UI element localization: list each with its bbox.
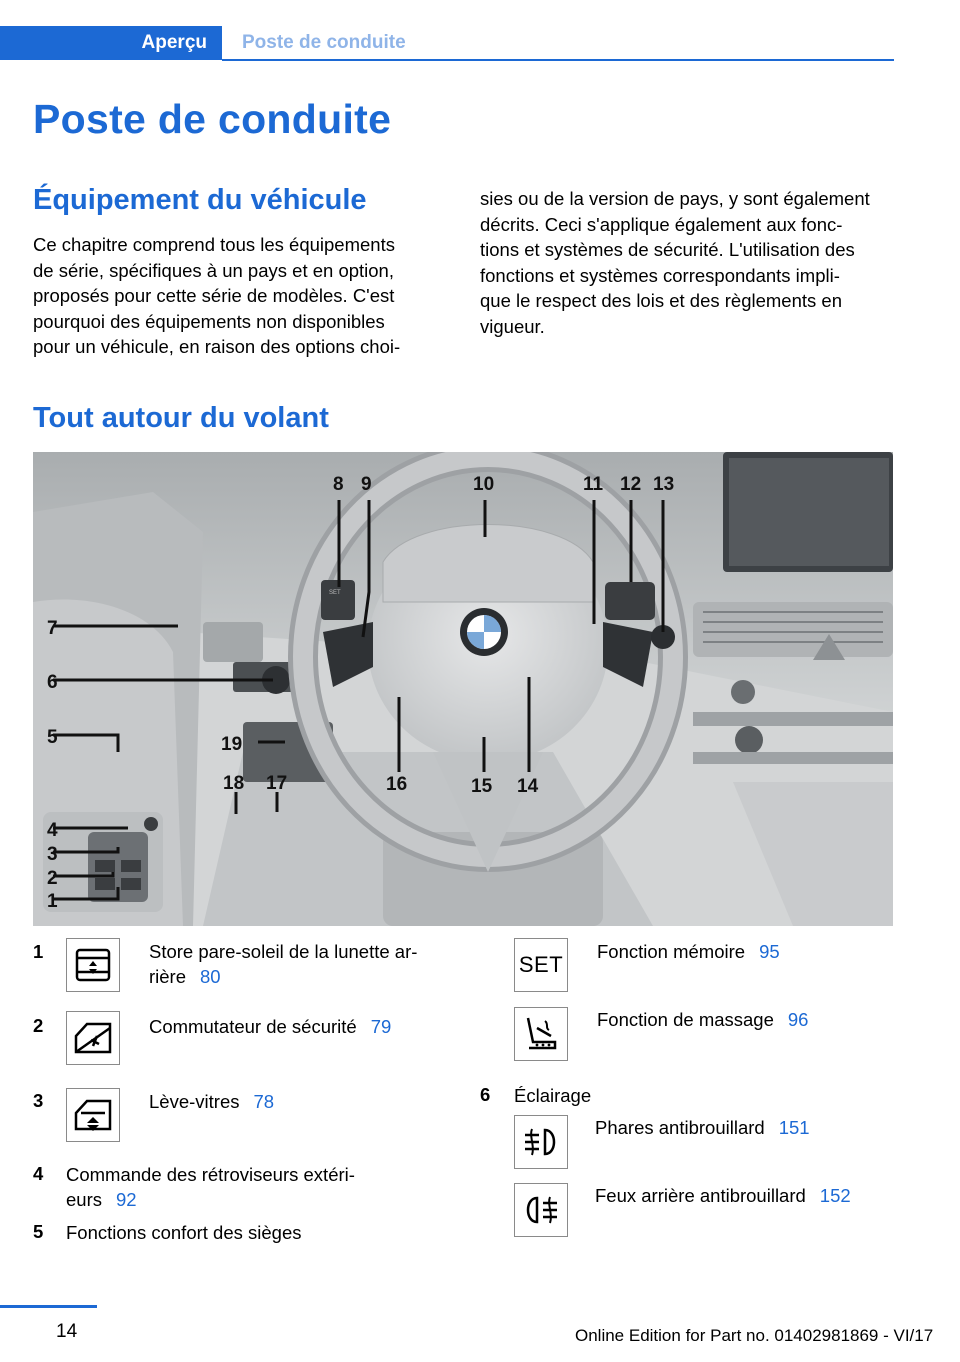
set-icon-label: SET bbox=[518, 952, 564, 977]
callout-13: 13 bbox=[653, 474, 675, 495]
cockpit-illustration bbox=[33, 452, 893, 926]
page-link[interactable]: 78 bbox=[253, 1091, 275, 1112]
text-line: que le respect des lois et des règlements en bbox=[480, 290, 842, 311]
legend-label: Fonction de massage bbox=[597, 1009, 774, 1030]
page-link[interactable]: 96 bbox=[787, 1009, 809, 1030]
legend-label: Commande des rétroviseurs extéri- bbox=[66, 1164, 355, 1185]
cockpit-drawing bbox=[33, 452, 893, 926]
callout-11: 11 bbox=[583, 474, 604, 495]
legend-label: Commutateur de sécurité bbox=[149, 1016, 357, 1037]
legend-label: Lève-vitres bbox=[149, 1091, 240, 1112]
text-line: décrits. Ceci s'applique également aux fonc- bbox=[480, 213, 843, 235]
massage-icon bbox=[514, 1007, 568, 1061]
callout-10: 10 bbox=[473, 474, 495, 495]
rear-fog-icon bbox=[514, 1183, 568, 1237]
page-link[interactable]: 152 bbox=[819, 1185, 851, 1206]
legend-label: Phares antibrouillard bbox=[595, 1117, 765, 1138]
tab-poste-de-conduite[interactable]: Poste de conduite bbox=[242, 32, 406, 53]
callout-1: 1 bbox=[47, 891, 58, 912]
legend-label: Feux arrière antibrouillard bbox=[595, 1185, 806, 1206]
equipment-text-left bbox=[33, 232, 400, 360]
text-line: sies ou de la version de pays, y sont également bbox=[480, 188, 870, 209]
callout-9: 9 bbox=[361, 474, 372, 495]
legend-num-5: 5 bbox=[33, 1221, 44, 1242]
equipment-heading: Équipement du véhicule bbox=[33, 184, 367, 216]
text-line: vigueur. bbox=[480, 315, 545, 337]
callout-14: 14 bbox=[517, 776, 539, 797]
legend-item-2 bbox=[149, 1014, 391, 1039]
callout-16: 16 bbox=[386, 774, 408, 795]
window-lock-icon bbox=[66, 1011, 120, 1065]
page-link[interactable]: 95 bbox=[759, 941, 780, 962]
callout-12: 12 bbox=[620, 474, 642, 495]
legend-item-6b bbox=[595, 1183, 851, 1208]
legend-item-3 bbox=[149, 1089, 274, 1114]
legend-num-4: 4 bbox=[33, 1163, 44, 1184]
equipment-text-right bbox=[480, 186, 870, 339]
legend-num-6: 6 bbox=[480, 1084, 491, 1105]
text-line: fonctions et systèmes correspondants impli- bbox=[480, 264, 840, 286]
callout-8: 8 bbox=[333, 474, 344, 495]
legend-num-1: 1 bbox=[33, 941, 44, 962]
steering-heading: Tout autour du volant bbox=[33, 402, 329, 434]
sunblind-icon bbox=[66, 938, 120, 992]
page-link[interactable]: 79 bbox=[370, 1016, 392, 1037]
power-window-icon bbox=[66, 1088, 120, 1142]
callout-15: 15 bbox=[471, 776, 493, 797]
tab-apercu[interactable]: Aperçu bbox=[0, 26, 222, 60]
legend-item-6a bbox=[595, 1115, 810, 1140]
footer-rule bbox=[0, 1305, 97, 1308]
callout-7: 7 bbox=[47, 618, 58, 639]
page-title: Poste de conduite bbox=[33, 96, 392, 142]
legend-item-5: Fonctions confort des sièges bbox=[66, 1222, 302, 1243]
page-number: 14 bbox=[56, 1321, 78, 1342]
legend-label: eurs bbox=[66, 1189, 102, 1210]
callout-3: 3 bbox=[47, 844, 58, 865]
text-line: de série, spécifiques à un pays et en option, bbox=[33, 259, 394, 281]
page-link[interactable]: 80 bbox=[200, 966, 221, 987]
text-line: pour un véhicule, en raison des options choi- bbox=[33, 336, 401, 357]
callout-6: 6 bbox=[47, 672, 58, 693]
legend-label: Store pare-soleil de la lunette ar- bbox=[149, 941, 418, 962]
button-label-set: SET bbox=[329, 590, 341, 596]
header-rule bbox=[222, 59, 894, 61]
text-line: pourquoi des équipements non disponibles bbox=[33, 310, 385, 332]
legend-item-5b bbox=[597, 1007, 808, 1032]
page-link[interactable]: 92 bbox=[116, 1189, 137, 1210]
callout-18: 18 bbox=[223, 773, 245, 794]
legend-label: Fonction mémoire bbox=[597, 941, 746, 962]
text-line: Ce chapitre comprend tous les équipements bbox=[33, 234, 395, 255]
legend-num-2: 2 bbox=[33, 1015, 44, 1036]
callout-17: 17 bbox=[266, 773, 288, 794]
page-link[interactable]: 151 bbox=[778, 1117, 810, 1138]
legend-item-5a bbox=[597, 939, 780, 964]
callout-19: 19 bbox=[221, 734, 243, 755]
legend-num-3: 3 bbox=[33, 1090, 44, 1111]
front-fog-icon bbox=[514, 1115, 568, 1169]
memory-set-icon bbox=[514, 938, 568, 992]
legend-item-1 bbox=[149, 939, 417, 989]
legend-item-4 bbox=[66, 1162, 355, 1212]
callout-5: 5 bbox=[47, 727, 58, 748]
edition-note: Online Edition for Part no. 01402981869 - VI/17 bbox=[575, 1326, 934, 1345]
callout-2: 2 bbox=[47, 868, 58, 889]
callout-4: 4 bbox=[47, 820, 58, 841]
legend-label: rière bbox=[149, 966, 187, 987]
text-line: proposés pour cette série de modèles. C'est bbox=[33, 285, 395, 306]
text-line: tions et systèmes de sécurité. L'utilisation des bbox=[480, 239, 855, 260]
legend-item-6: Éclairage bbox=[514, 1085, 592, 1106]
